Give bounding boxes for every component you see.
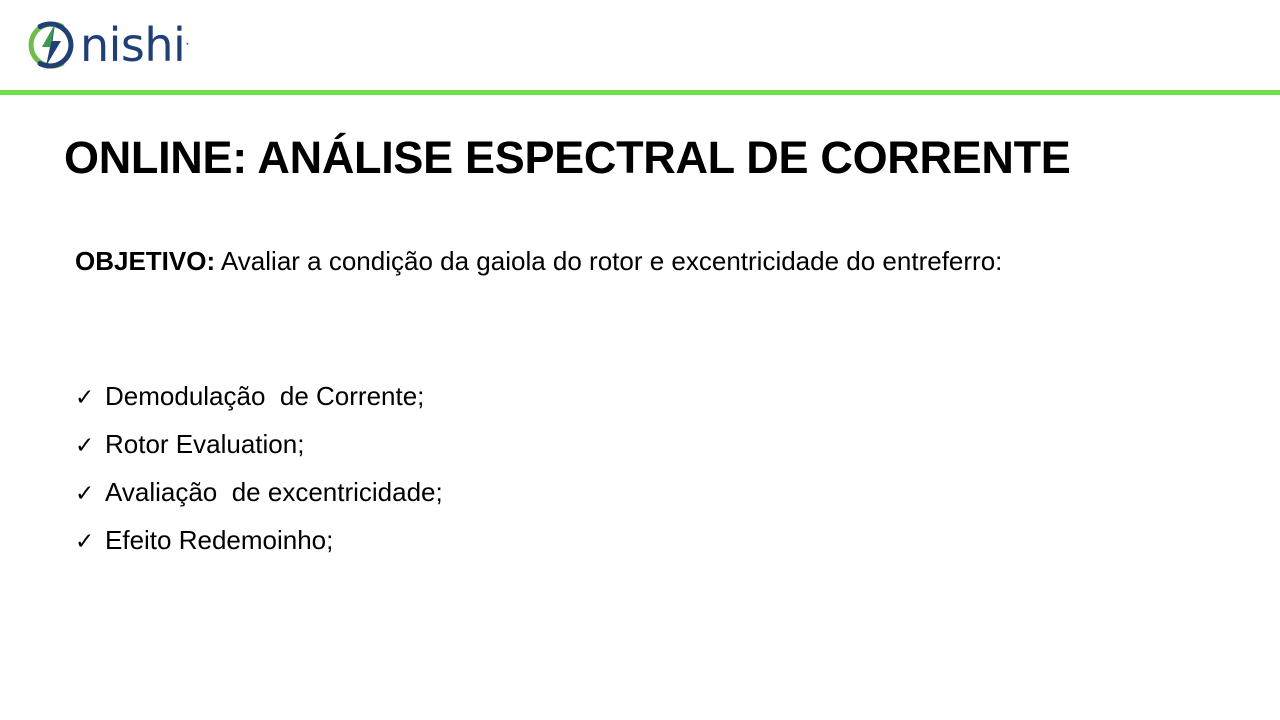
list-item <box>75 420 1075 468</box>
bullet-list <box>75 372 1075 564</box>
list-item-label: Avaliação de excentricidade; <box>105 477 443 508</box>
objective-text: Avaliar a condição da gaiola do rotor e excentricidade do entreferro: <box>215 246 1003 276</box>
slide-header <box>0 0 1280 92</box>
list-item <box>75 372 1075 420</box>
brand-name: nishi <box>80 18 186 72</box>
list-item <box>75 516 1075 564</box>
brand-registered-mark: . <box>185 33 189 49</box>
brand-logo <box>24 14 189 76</box>
list-item-label: Demodulação de Corrente; <box>105 381 425 411</box>
list-item-label: Efeito Redemoinho; <box>105 525 334 556</box>
page-title: ONLINE: ANÁLISE ESPECTRAL DE CORRENTE <box>64 132 1071 183</box>
list-item-label: Rotor Evaluation; <box>105 429 305 460</box>
list-item <box>75 468 1075 516</box>
header-green-divider <box>0 90 1280 95</box>
check-icon: ✓ <box>75 529 95 556</box>
nishi-bolt-logo-icon <box>24 18 78 72</box>
objective-label: OBJETIVO: <box>75 246 216 276</box>
check-icon: ✓ <box>75 433 95 460</box>
objective-paragraph <box>75 243 1065 280</box>
check-icon: ✓ <box>75 385 95 411</box>
check-icon: ✓ <box>75 481 95 508</box>
brand-wordmark <box>80 18 189 72</box>
